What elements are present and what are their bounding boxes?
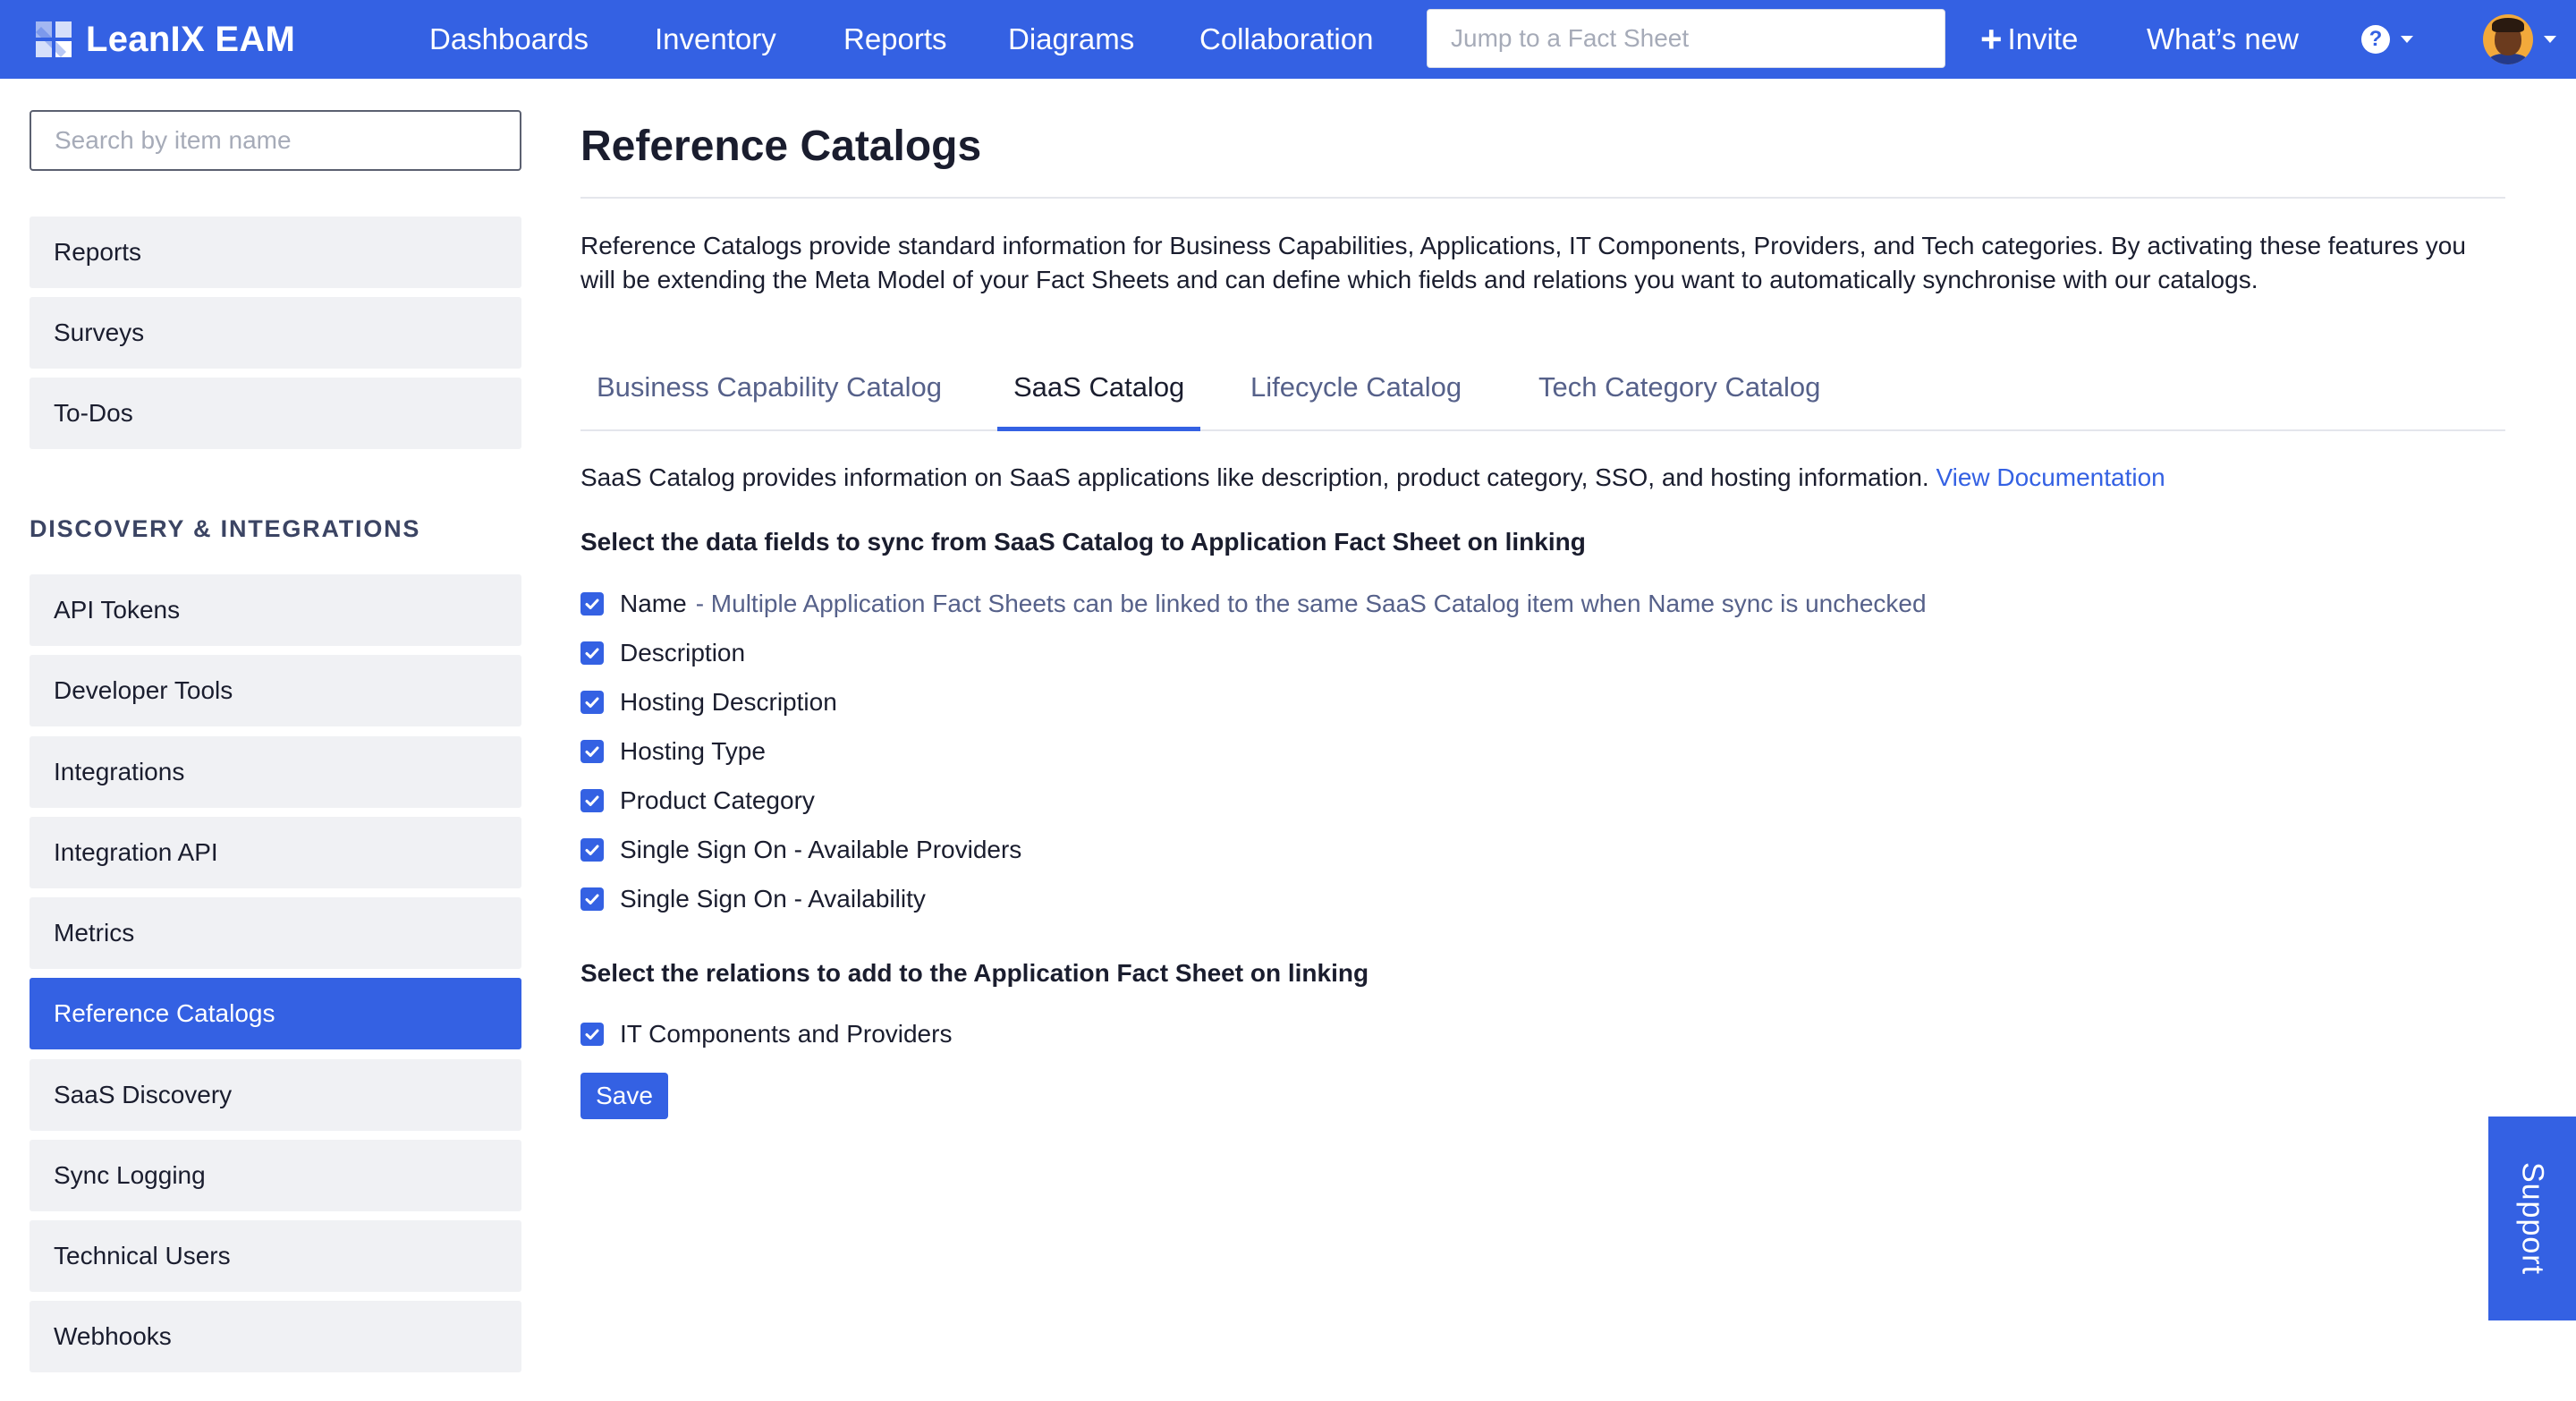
field-label: Description [620, 639, 746, 667]
sidebar-item-technical-users[interactable]: Technical Users [30, 1220, 521, 1292]
avatar [2483, 14, 2533, 64]
tab-saas-catalog[interactable]: SaaS Catalog [997, 356, 1200, 431]
invite-label: Invite [2007, 22, 2079, 55]
user-menu-button[interactable] [2483, 14, 2556, 64]
field-option-description [580, 633, 745, 673]
field-option-product-category [580, 781, 815, 820]
field-label: Name [620, 590, 687, 617]
sidebar-item-webhooks[interactable]: Webhooks [30, 1301, 521, 1372]
field-label: Single Sign On - Available Providers [620, 836, 1022, 863]
field-option-hosting-type [580, 732, 766, 771]
page-title: Reference Catalogs [580, 123, 982, 170]
divider [580, 197, 2505, 199]
sso-availability-checkbox[interactable] [580, 887, 604, 911]
help-icon: ? [2361, 25, 2390, 54]
tab-business-capability-catalog[interactable]: Business Capability Catalog [597, 371, 942, 403]
nav-reports[interactable]: Reports [843, 22, 947, 55]
chevron-down-icon [2401, 36, 2413, 43]
nav-inventory[interactable]: Inventory [655, 22, 776, 55]
intro-text: Reference Catalogs provide standard information for Business Capabilities, Applications, IT Components, Providers, and Tech categories. By activating these features you will be extending the Meta Model of your Fact Sheets and can define which fields and relations you want to automatically synchronise with our catalogs. [580, 232, 2466, 293]
sidebar-item-integrations[interactable]: Integrations [30, 736, 521, 808]
field-label: Single Sign On - Availability [620, 885, 926, 913]
relation-option-it-components-providers [580, 1015, 952, 1054]
whats-new-link[interactable]: What’s new [2147, 22, 2299, 55]
checkmark-icon [583, 890, 601, 908]
saas-description-text: SaaS Catalog provides information on SaaS applications like description, product category, SSO, and hosting information. [580, 463, 1929, 491]
sidebar-search-input[interactable] [30, 110, 521, 171]
product-category-checkbox[interactable] [580, 789, 604, 812]
relations-heading: Select the relations to add to the Application Fact Sheet on linking [580, 959, 1369, 987]
invite-button[interactable] [1980, 20, 2078, 59]
tab-lifecycle-catalog[interactable]: Lifecycle Catalog [1250, 371, 1462, 403]
leanix-logo-icon [34, 20, 73, 59]
checkmark-icon [583, 792, 601, 810]
top-navigation-bar [0, 0, 2576, 79]
checkmark-icon [583, 1025, 601, 1043]
field-option-name [580, 584, 1927, 624]
sidebar-item-reports[interactable]: Reports [30, 217, 521, 288]
nav-diagrams[interactable]: Diagrams [1008, 22, 1135, 55]
checkmark-icon [583, 841, 601, 859]
sidebar-item-integration-api[interactable]: Integration API [30, 817, 521, 888]
field-label: Product Category [620, 786, 815, 814]
sidebar-item-to-dos[interactable]: To-Dos [30, 378, 521, 449]
sidebar-item-api-tokens[interactable]: API Tokens [30, 574, 521, 646]
name-checkbox[interactable] [580, 592, 604, 616]
tab-tech-category-catalog[interactable]: Tech Category Catalog [1538, 371, 1821, 403]
sidebar-item-surveys[interactable]: Surveys [30, 297, 521, 369]
sidebar-item-reference-catalogs[interactable]: Reference Catalogs [30, 978, 521, 1049]
nav-dashboards[interactable]: Dashboards [429, 22, 589, 55]
data-fields-heading: Select the data fields to sync from SaaS Catalog to Application Fact Sheet on linking [580, 528, 1586, 556]
jump-to-fact-sheet-input[interactable] [1427, 9, 1945, 68]
checkmark-icon [583, 644, 601, 662]
view-documentation-link[interactable]: View Documentation [1936, 463, 2165, 491]
help-menu-button[interactable] [2361, 21, 2413, 57]
checkmark-icon [583, 595, 601, 613]
field-option-sso-available-providers [580, 830, 1021, 870]
catalog-tabs [580, 356, 2505, 431]
saas-catalog-description [580, 460, 2165, 496]
sidebar-item-sync-logging[interactable]: Sync Logging [30, 1140, 521, 1211]
field-hint: - Multiple Application Fact Sheets can be linked to the same SaaS Catalog item when Name sync is unchecked [695, 590, 1927, 617]
sso-providers-checkbox[interactable] [580, 838, 604, 862]
admin-sidebar [0, 79, 537, 1401]
app-name: LeanIX EAM [86, 19, 296, 59]
sidebar-item-saas-discovery[interactable]: SaaS Discovery [30, 1059, 521, 1131]
save-button[interactable]: Save [580, 1073, 668, 1119]
plus-icon: + [1980, 18, 2003, 60]
chevron-down-icon [2544, 36, 2556, 43]
support-tab[interactable] [2488, 1117, 2576, 1320]
relation-label: IT Components and Providers [620, 1020, 953, 1048]
field-label: Hosting Description [620, 688, 837, 716]
sidebar-item-metrics[interactable]: Metrics [30, 897, 521, 969]
hosting-description-checkbox[interactable] [580, 691, 604, 714]
field-option-hosting-description [580, 683, 837, 722]
checkmark-icon [583, 693, 601, 711]
support-label: Support [2515, 1161, 2550, 1276]
sidebar-section-heading: DISCOVERY & INTEGRATIONS [30, 515, 421, 542]
nav-collaboration[interactable]: Collaboration [1199, 22, 1374, 55]
field-option-sso-availability [580, 879, 926, 919]
description-checkbox[interactable] [580, 641, 604, 665]
checkmark-icon [583, 743, 601, 760]
sidebar-item-developer-tools[interactable]: Developer Tools [30, 655, 521, 726]
field-label: Hosting Type [620, 737, 766, 765]
hosting-type-checkbox[interactable] [580, 740, 604, 763]
app-logo[interactable] [34, 18, 295, 61]
main-content [580, 79, 2505, 1401]
it-components-checkbox[interactable] [580, 1023, 604, 1046]
